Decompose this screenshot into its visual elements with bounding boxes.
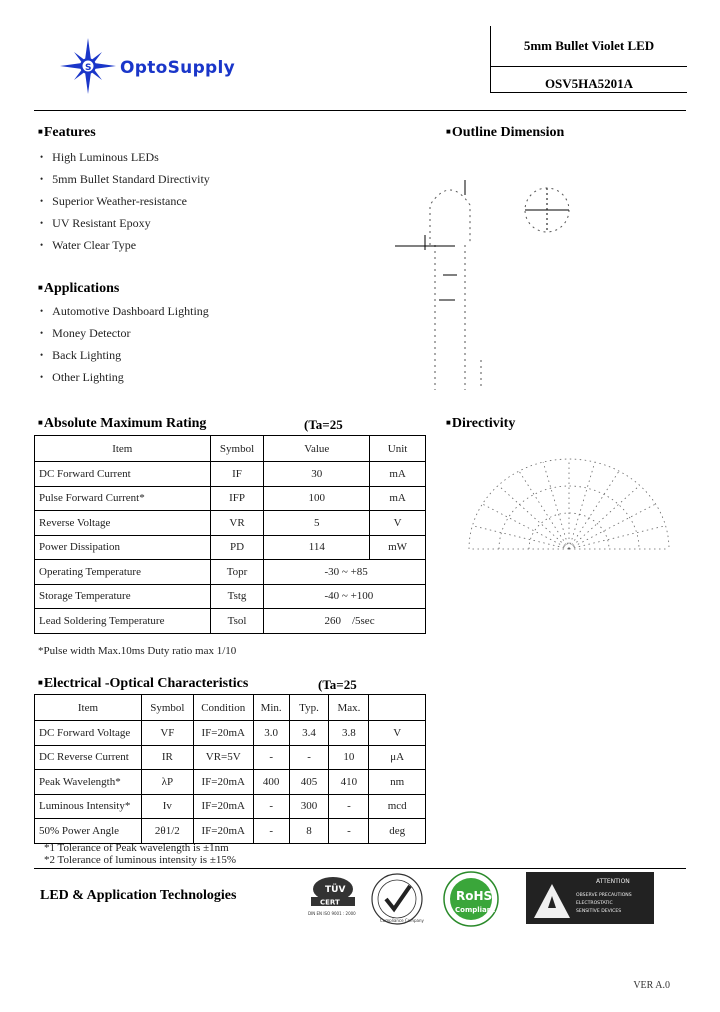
table-header-cell: Unit: [370, 436, 426, 462]
table-cell: PD: [210, 535, 264, 560]
table-cell: Lead Soldering Temperature: [35, 609, 211, 634]
header-divider: [34, 110, 686, 111]
list-item: • Superior Weather-resistance: [40, 190, 210, 212]
table-cell: IF=20mA: [193, 770, 253, 795]
table-header-cell: Typ.: [289, 695, 329, 721]
abs-max-table: [34, 435, 426, 634]
title-box: [490, 26, 687, 93]
tolerance-note: *2 Tolerance of luminous intensity is ±15%: [44, 854, 237, 866]
table-cell: Storage Temperature: [35, 584, 211, 609]
table-cell: VF: [141, 721, 193, 746]
rohs-compliant-label: Compliant: [455, 906, 496, 914]
table-cell: 30: [264, 462, 370, 487]
table-header-cell: Max.: [329, 695, 369, 721]
table-cell: -: [289, 745, 329, 770]
compliance-label: Compliance Company: [380, 918, 424, 923]
list-item: • Water Clear Type: [40, 234, 210, 256]
directivity-diagram: [460, 452, 678, 552]
table-row: [35, 486, 426, 511]
table-cell: 8: [289, 819, 329, 844]
table-header-cell: Symbol: [210, 436, 264, 462]
attention-title: ATTENTION: [596, 878, 630, 885]
features-heading: ■ Features: [38, 125, 96, 141]
part-number: OSV5HA5201A: [544, 76, 634, 91]
table-cell: IF: [210, 462, 264, 487]
directivity-ray: [472, 526, 569, 549]
abs-max-heading: ■ Absolute Maximum Rating: [38, 416, 206, 432]
rohs-label: RoHS: [456, 889, 493, 903]
list-item: • High Luminous LEDs: [40, 146, 210, 168]
directivity-ray: [498, 485, 569, 549]
table-cell: 5: [264, 511, 370, 536]
table-row: [35, 819, 426, 844]
table-cell: 2θ1/2: [141, 819, 193, 844]
electro-optical-notes: [44, 842, 236, 866]
list-item: • Back Lighting: [40, 344, 209, 366]
table-cell: 400: [253, 770, 289, 795]
directivity-ray: [543, 462, 569, 549]
table-cell: V: [370, 511, 426, 536]
table-cell: -30 ~ +85: [264, 560, 426, 585]
table-cell: VR=5V: [193, 745, 253, 770]
brand-name: OptoSupply: [120, 58, 236, 78]
footer-divider: [34, 868, 686, 869]
table-cell: -40 ~ +100: [264, 584, 426, 609]
table-cell: 3.0: [253, 721, 289, 746]
product-title: 5mm Bullet Violet LED: [523, 38, 655, 53]
table-cell: mA: [370, 462, 426, 487]
attention-line: SENSITIVE DEVICES: [576, 909, 622, 914]
list-item: • Other Lighting: [40, 366, 209, 388]
table-row: [35, 462, 426, 487]
directivity-ray: [569, 462, 595, 549]
list-item: • UV Resistant Epoxy: [40, 212, 210, 234]
table-cell: -: [253, 794, 289, 819]
applications-heading: ■ Applications: [38, 281, 119, 297]
table-cell: Topr: [210, 560, 264, 585]
outline-dimension-drawing: [395, 150, 595, 400]
table-cell: 300: [289, 794, 329, 819]
version-label: VER A.0: [633, 980, 670, 991]
table-cell: Operating Temperature: [35, 560, 211, 585]
table-cell: Reverse Voltage: [35, 511, 211, 536]
abs-max-condition: (Ta=25: [304, 417, 343, 432]
table-cell: μA: [369, 745, 426, 770]
company-tagline: LED & Application Technologies: [40, 888, 237, 903]
table-cell: Pulse Forward Current*: [35, 486, 211, 511]
table-cell: Luminous Intensity*: [35, 794, 142, 819]
table-cell: 405: [289, 770, 329, 795]
directivity-ray: [569, 526, 666, 549]
compliance-cert-logo: [370, 872, 424, 926]
table-cell: nm: [369, 770, 426, 795]
table-cell: IR: [141, 745, 193, 770]
electro-optical-table: [34, 694, 426, 844]
table-cell: 3.8: [329, 721, 369, 746]
table-row: [35, 609, 426, 634]
applications-list: [40, 300, 209, 388]
table-cell: Power Dissipation: [35, 535, 211, 560]
table-header-cell: [369, 695, 426, 721]
table-cell: DC Forward Voltage: [35, 721, 142, 746]
table-cell: 410: [329, 770, 369, 795]
attention-line: OBSERVE PRECAUTIONS: [576, 893, 632, 898]
outline-heading: ■ Outline Dimension: [446, 125, 564, 141]
table-row: [35, 560, 426, 585]
table-row: [35, 535, 426, 560]
directivity-ray: [519, 471, 569, 549]
abs-max-footnote: *Pulse width Max.10ms Duty ratio max 1/10: [38, 645, 237, 657]
directivity-ray: [569, 471, 619, 549]
electro-optical-condition: (Ta=25: [318, 677, 357, 692]
esd-attention-label: [526, 872, 654, 924]
table-cell: -: [253, 745, 289, 770]
list-item: • Automotive Dashboard Lighting: [40, 300, 209, 322]
table-cell: Peak Wavelength*: [35, 770, 142, 795]
features-list: [40, 146, 210, 256]
svg-text:S: S: [85, 63, 92, 73]
table-header-cell: Symbol: [141, 695, 193, 721]
table-cell: 50% Power Angle: [35, 819, 142, 844]
tuv-iso-label: DIN EN ISO 9001 : 2000: [308, 911, 356, 916]
list-item: • Money Detector: [40, 322, 209, 344]
table-header-cell: Min.: [253, 695, 289, 721]
attention-line: ELECTROSTATIC: [576, 901, 613, 906]
table-header-row: [35, 436, 426, 462]
tuv-cert-label: CERT: [320, 898, 340, 907]
table-cell: IF=20mA: [193, 819, 253, 844]
table-cell: IFP: [210, 486, 264, 511]
tolerance-note: *1 Tolerance of Peak wavelength is ±1nm: [44, 842, 229, 854]
table-cell: VR: [210, 511, 264, 536]
table-cell: DC Forward Current: [35, 462, 211, 487]
directivity-ray: [569, 504, 656, 549]
table-row: [35, 721, 426, 746]
table-cell: Tsol: [210, 609, 264, 634]
table-row: [35, 794, 426, 819]
table-cell: Tstg: [210, 584, 264, 609]
table-cell: mcd: [369, 794, 426, 819]
table-cell: 260 /5sec: [264, 609, 426, 634]
tuv-cert-logo: [305, 875, 361, 921]
tuv-mark: TÜV: [325, 885, 346, 895]
table-row: [35, 770, 426, 795]
table-header-row: [35, 695, 426, 721]
table-cell: IF=20mA: [193, 721, 253, 746]
table-cell: 10: [329, 745, 369, 770]
table-cell: -: [329, 819, 369, 844]
table-header-cell: Value: [264, 436, 370, 462]
table-cell: deg: [369, 819, 426, 844]
table-cell: mW: [370, 535, 426, 560]
table-cell: 114: [264, 535, 370, 560]
table-cell: λP: [141, 770, 193, 795]
table-row: [35, 511, 426, 536]
table-cell: V: [369, 721, 426, 746]
table-row: [35, 745, 426, 770]
table-header-cell: Condition: [193, 695, 253, 721]
table-cell: 100: [264, 486, 370, 511]
directivity-ray: [482, 504, 569, 549]
table-cell: -: [329, 794, 369, 819]
table-cell: -: [253, 819, 289, 844]
table-cell: 3.4: [289, 721, 329, 746]
table-cell: Iv: [141, 794, 193, 819]
rohs-logo: [436, 870, 506, 928]
table-cell: DC Reverse Current: [35, 745, 142, 770]
directivity-heading: ■ Directivity: [446, 416, 515, 432]
electro-optical-heading: ■ Electrical -Optical Characteristics: [38, 676, 248, 692]
table-header-cell: Item: [35, 695, 142, 721]
table-header-cell: Item: [35, 436, 211, 462]
table-cell: mA: [370, 486, 426, 511]
table-row: [35, 584, 426, 609]
table-cell: IF=20mA: [193, 794, 253, 819]
list-item: • 5mm Bullet Standard Directivity: [40, 168, 210, 190]
